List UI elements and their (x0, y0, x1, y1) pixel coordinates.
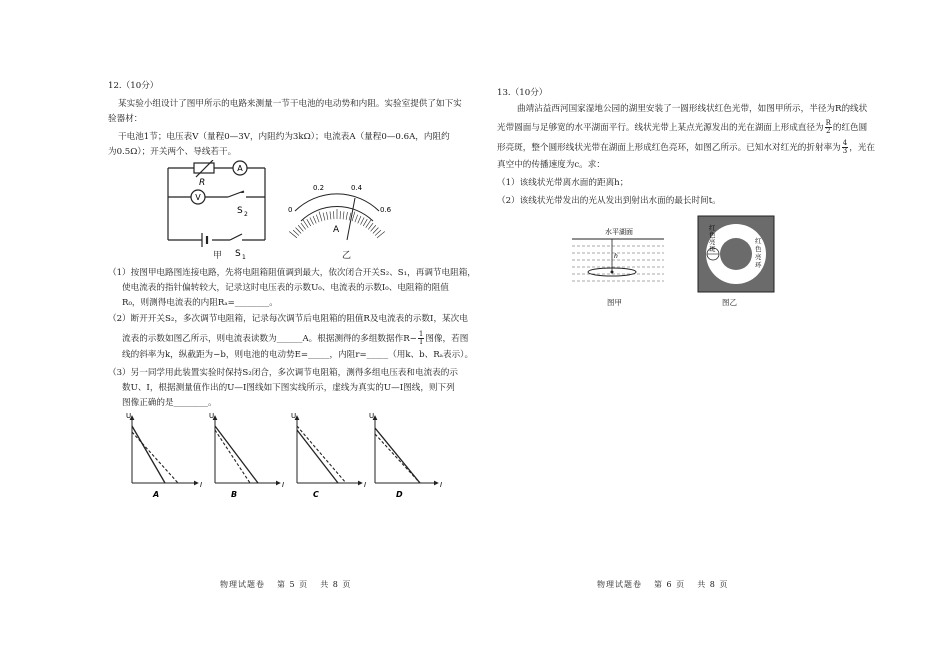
q13-line4: 真空中的传播速度为c。求： (497, 160, 605, 170)
frac-den: 2 (825, 127, 831, 135)
dial-tick-mark (330, 211, 331, 219)
right-page (475, 0, 950, 672)
footer-page: 第 6 页 (654, 580, 686, 589)
dial-tick-mark (371, 225, 376, 231)
s1-label: S (235, 249, 241, 259)
dial-tick-mark (316, 215, 319, 223)
fraction-1-over-i (418, 331, 424, 346)
q12-part3-line3: 图像正确的是________。 (122, 398, 217, 408)
spot-label-char-4: 斑 (709, 245, 716, 253)
q12-part2-line2a: 流表的示数如图乙所示，则电流表读数为______A。根据测得的多组数据作R− (122, 334, 417, 344)
frac-num: R (825, 119, 831, 127)
q13-line1: 曲靖沾益西河国家湿地公园的湖里安装了一圆形线状红色光带，如图甲所示，半径为R的线状 (517, 104, 868, 114)
s2-label: S (237, 206, 243, 216)
dial-tick-mark (368, 223, 373, 229)
spot-label-char-1: 红 (709, 224, 716, 232)
ammeter-dial-yi (283, 180, 393, 260)
q13-item1: （1）该线状光带离水面的距离h； (497, 178, 629, 188)
dial-tick-0-4: 0.4 (351, 184, 363, 192)
q12-header: 12.（10分） (108, 81, 159, 91)
lake-figure-jia (570, 226, 670, 288)
q12-part3-line2: 数U、I，根据测量值作出的U—I图线如下图实线所示，虚线为真实的U—I图线，则下列 (122, 383, 455, 393)
graph-c (291, 412, 366, 499)
graph-c-x-axis: I (364, 481, 367, 489)
figure-yi-caption-right: 图乙 (722, 298, 737, 307)
dial-tick-mark (375, 230, 381, 235)
fraction-4-over-3 (842, 140, 848, 155)
frac-den: I (419, 338, 423, 346)
q12-equip-line2: 为0.5Ω）；开关两个、导线若干。 (108, 147, 237, 157)
q13-line2b: 的红色圆 (832, 123, 868, 133)
graph-b-x-axis: I (282, 481, 285, 489)
q12-intro-line2: 验器材： (108, 114, 143, 124)
dial-unit-label: A (333, 225, 340, 235)
frac-num: 4 (842, 139, 848, 147)
graph-a-x-axis: I (200, 481, 203, 489)
graph-b (209, 412, 284, 499)
right-footer (597, 579, 740, 590)
graph-c-y-axis: U (291, 412, 297, 420)
footer-page: 第 5 页 (277, 580, 309, 589)
dial-tick-mark (293, 230, 299, 235)
q13-item2: （2）该线状光带发出的光从发出到射出水面的最长时间t。 (497, 196, 721, 206)
q12-intro-line1: 某实验小组设计了图甲所示的电路来测量一节干电池的电动势和内阻。实验室提供了如下实 (118, 99, 462, 109)
lake-surface-label: 水平湖面 (605, 228, 633, 236)
ring-label-char-4: 环 (755, 261, 762, 269)
graph-d (369, 412, 442, 499)
graph-a-y-axis: U (126, 412, 132, 420)
footer-subject: 物理试题卷 (220, 580, 265, 589)
figure-yi-caption: 乙 (342, 251, 352, 261)
dial-tick-mark (361, 217, 365, 224)
dial-tick-mark (363, 219, 367, 226)
q12-part2-line2b: 图像，若图 (425, 334, 469, 344)
q13-line2 (497, 120, 867, 135)
dial-tick-mark (358, 216, 361, 223)
q13-line3b: ，光在 (849, 143, 876, 153)
q12-part2-line1: （2）断开开关S₂，多次调节电阻箱，记录每次调节后电阻箱的阻值R及电流表的示数I，某次电 (108, 314, 468, 324)
dial-tick-mark (313, 216, 316, 223)
ring-label-char-2: 色 (755, 245, 762, 253)
q12-part1-line2: 使电流表的指针偏转较大，记录这时电压表的示数U₀、电流表的示数I₀、电阻箱的阻值 (122, 283, 449, 293)
figure-jia-caption: 甲 (213, 251, 223, 261)
footer-total: 共 8 页 (320, 580, 352, 589)
graph-a (126, 412, 202, 499)
dial-tick-mark (319, 212, 322, 222)
dial-tick-mark (343, 211, 344, 219)
ui-graph-options (120, 408, 460, 503)
s2-sub: 2 (244, 211, 248, 218)
dial-tick-mark (296, 228, 302, 234)
graph-c-option: C (313, 490, 319, 499)
q12-part1-line3: R₀，则测得电流表的内阻Rₐ=________。 (122, 298, 278, 308)
graph-d-y-axis: U (369, 412, 375, 420)
q13-line3 (497, 140, 875, 155)
dial-tick-0-2: 0.2 (313, 184, 325, 192)
dial-tick-mark (301, 223, 306, 229)
dial-tick-0-6: 0.6 (380, 206, 392, 214)
dial-tick-0: 0 (288, 206, 293, 214)
dial-tick-mark (326, 212, 327, 220)
figure-jia-caption-right: 图甲 (607, 298, 622, 307)
light-ring-figure-yi (697, 215, 777, 295)
depth-h-label: h (614, 253, 618, 260)
left-footer (220, 579, 363, 590)
graph-d-option: D (396, 490, 403, 499)
footer-subject: 物理试题卷 (597, 580, 642, 589)
q12-part1-line1: （1）按图甲电路图连接电路，先将电阻箱阻值调到最大，依次闭合开关S₂、S₁，再调节电阻箱， (108, 268, 476, 278)
q13-line3a: 形亮斑，整个圆形线状光带在湖面上形成红色亮环，如图乙所示。已知水对红光的折射率为 (497, 143, 841, 153)
circuit-diagram-jia (160, 160, 280, 260)
spot-label-char-3: 亮 (709, 238, 716, 246)
dial-tick-mark (310, 217, 314, 224)
s1-sub: 1 (242, 254, 246, 260)
frac-num: 1 (418, 330, 424, 338)
dial-tick-mark (323, 213, 325, 221)
q12-part3-line1: （3）另一同学用此装置实验时保持S₂闭合，多次调节电阻箱，测得多组电压表和电流表的示 (108, 368, 458, 378)
dial-tick-mark (307, 219, 311, 226)
q13-line2a: 光带圆面与足够宽的水平湖面平行。线状光带上某点光源发出的光在湖面上形成直径为 (497, 123, 824, 133)
graph-a-option: A (153, 490, 160, 499)
resistor-label: R (199, 178, 206, 188)
spot-label-char-2: 色 (709, 231, 716, 239)
frac-den: 3 (842, 147, 848, 155)
q12-part2-line3: 线的斜率为k，纵截距为−b，则电池的电动势E=_____，内阻r=_____（用k、b、Rₐ表示）。 (122, 350, 474, 360)
graph-b-option: B (231, 490, 238, 499)
graph-d-x-axis: I (440, 481, 443, 489)
q13-header: 13.（10分） (497, 88, 548, 98)
q12-part2-line2 (122, 331, 468, 346)
ring-label-char-1: 红 (755, 237, 762, 245)
dial-tick-mark (298, 225, 303, 231)
fraction-r-over-2 (825, 120, 832, 135)
graph-b-y-axis: U (209, 412, 215, 420)
dial-tick-mark (355, 215, 358, 223)
dial-tick-mark (373, 228, 379, 234)
ring-label-char-3: 亮 (755, 253, 762, 261)
dial-tick-mark (346, 212, 347, 220)
q12-equip-line1: 干电池1节；电压表V（量程0—3V，内阻约为3kΩ）；电流表A（量程0—0.6A，内阻约 (118, 132, 450, 142)
footer-total: 共 8 页 (697, 580, 729, 589)
voltmeter-symbol: V (195, 193, 201, 202)
ammeter-symbol: A (237, 164, 243, 173)
